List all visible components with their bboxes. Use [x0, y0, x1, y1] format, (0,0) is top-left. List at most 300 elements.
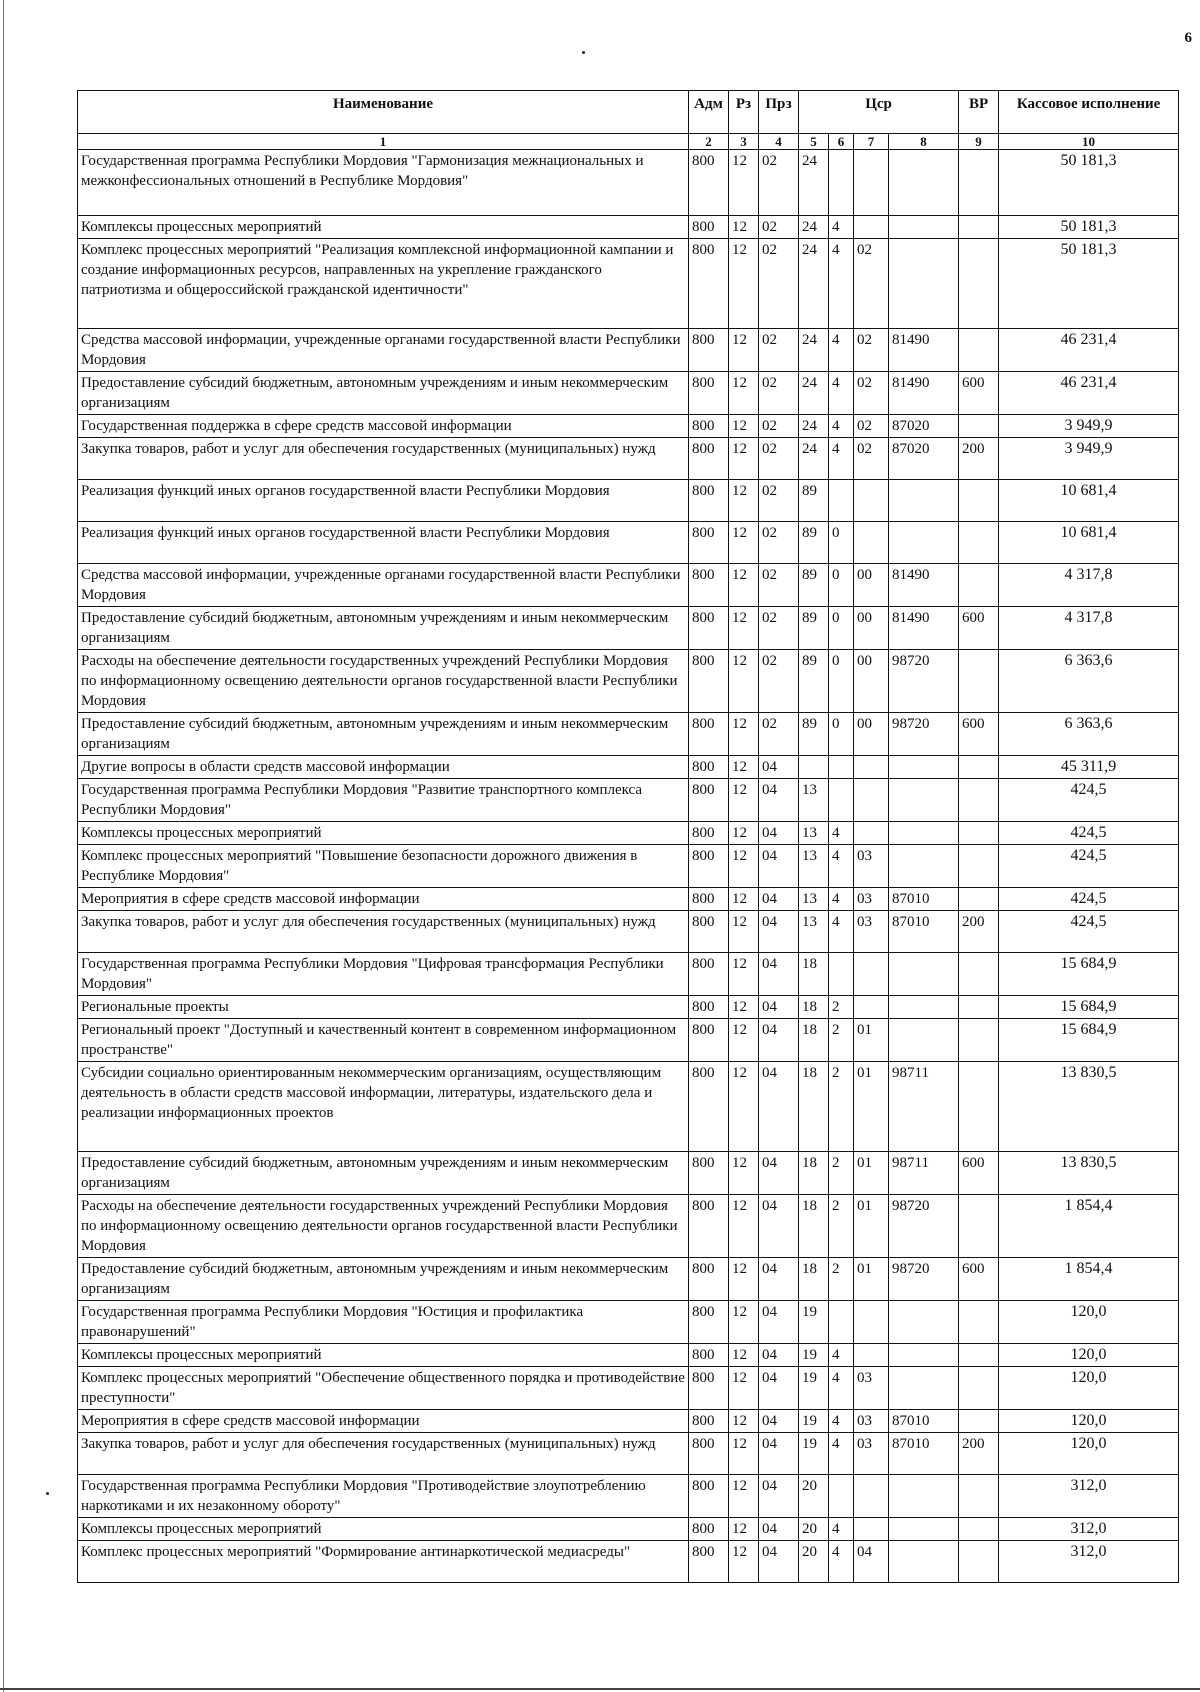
row-amount: 13 830,5	[999, 1152, 1179, 1195]
row-prz: 04	[759, 1195, 799, 1258]
row-prz: 04	[759, 953, 799, 996]
row-csr-program: 19	[799, 1344, 829, 1367]
table-row	[78, 239, 1179, 329]
row-adm: 800	[689, 779, 729, 822]
column-number: 10	[999, 134, 1179, 150]
row-name: Предоставление субсидий бюджетным, автономным учреждениям и иным некоммерческим организациям	[78, 607, 689, 650]
row-csr-direction	[889, 216, 959, 239]
row-amount: 312,0	[999, 1475, 1179, 1518]
column-number: 9	[959, 134, 999, 150]
row-csr-structural	[854, 1475, 889, 1518]
header-amount: Кассовое исполнение	[999, 91, 1179, 134]
row-prz: 04	[759, 1518, 799, 1541]
row-csr-structural: 03	[854, 888, 889, 911]
row-csr-direction	[889, 1301, 959, 1344]
row-adm: 800	[689, 438, 729, 480]
row-csr-program: 18	[799, 1019, 829, 1062]
row-csr-type: 2	[829, 1195, 854, 1258]
row-csr-structural: 02	[854, 329, 889, 372]
row-csr-program: 20	[799, 1518, 829, 1541]
row-csr-direction: 81490	[889, 607, 959, 650]
row-amount: 312,0	[999, 1541, 1179, 1583]
row-csr-direction: 87010	[889, 911, 959, 953]
row-csr-program: 13	[799, 779, 829, 822]
row-name: Комплекс процессных мероприятий "Повышение безопасности дорожного движения в Республике Мордовия"	[78, 845, 689, 888]
row-csr-program: 89	[799, 522, 829, 564]
row-rz: 12	[729, 150, 759, 216]
row-csr-type	[829, 480, 854, 522]
row-prz: 04	[759, 996, 799, 1019]
row-rz: 12	[729, 216, 759, 239]
row-vr	[959, 1062, 999, 1152]
row-prz: 02	[759, 480, 799, 522]
row-amount: 1 854,4	[999, 1258, 1179, 1301]
row-rz: 12	[729, 372, 759, 415]
row-amount: 120,0	[999, 1433, 1179, 1475]
row-rz: 12	[729, 822, 759, 845]
row-csr-structural: 00	[854, 607, 889, 650]
row-name: Расходы на обеспечение деятельности государственных учреждений Республики Мордовия по информационному освещению деятельности органов государственной власти Республики Мордовия	[78, 650, 689, 713]
row-rz: 12	[729, 564, 759, 607]
table-row	[78, 1518, 1179, 1541]
row-name: Комплексы процессных мероприятий	[78, 216, 689, 239]
row-rz: 12	[729, 329, 759, 372]
row-amount: 15 684,9	[999, 1019, 1179, 1062]
row-prz: 02	[759, 564, 799, 607]
row-prz: 04	[759, 1344, 799, 1367]
row-adm: 800	[689, 522, 729, 564]
row-vr	[959, 1301, 999, 1344]
row-csr-structural: 00	[854, 713, 889, 756]
row-amount: 424,5	[999, 779, 1179, 822]
row-name: Расходы на обеспечение деятельности государственных учреждений Республики Мордовия по информационному освещению деятельности органов государственной власти Республики Мордовия	[78, 1195, 689, 1258]
row-csr-program: 19	[799, 1301, 829, 1344]
row-name: Государственная программа Республики Мордовия "Юстиция и профилактика правонарушений"	[78, 1301, 689, 1344]
row-prz: 04	[759, 1062, 799, 1152]
table-row	[78, 911, 1179, 953]
table-row	[78, 1344, 1179, 1367]
table-row	[78, 1475, 1179, 1518]
header-vr: ВР	[959, 91, 999, 134]
row-prz: 04	[759, 779, 799, 822]
table-row	[78, 845, 1179, 888]
row-csr-structural: 01	[854, 1152, 889, 1195]
row-vr	[959, 822, 999, 845]
row-csr-structural	[854, 996, 889, 1019]
row-csr-type: 4	[829, 329, 854, 372]
row-name: Предоставление субсидий бюджетным, автономным учреждениям и иным некоммерческим организациям	[78, 1258, 689, 1301]
table-row	[78, 1367, 1179, 1410]
row-adm: 800	[689, 911, 729, 953]
row-name: Государственная поддержка в сфере средств массовой информации	[78, 415, 689, 438]
row-name: Государственная программа Республики Мордовия "Развитие транспортного комплекса Республики Мордовия"	[78, 779, 689, 822]
table-row	[78, 372, 1179, 415]
row-csr-structural: 03	[854, 1367, 889, 1410]
row-csr-program: 24	[799, 329, 829, 372]
row-csr-type: 4	[829, 1367, 854, 1410]
row-csr-type: 4	[829, 822, 854, 845]
row-csr-program: 19	[799, 1367, 829, 1410]
row-prz: 02	[759, 329, 799, 372]
row-rz: 12	[729, 1301, 759, 1344]
row-csr-program: 19	[799, 1433, 829, 1475]
column-number: 6	[829, 134, 854, 150]
row-adm: 800	[689, 1301, 729, 1344]
row-amount: 6 363,6	[999, 650, 1179, 713]
row-csr-direction: 98720	[889, 1258, 959, 1301]
row-csr-program: 24	[799, 415, 829, 438]
row-amount: 3 949,9	[999, 415, 1179, 438]
row-amount: 10 681,4	[999, 522, 1179, 564]
row-csr-type: 0	[829, 522, 854, 564]
header-row	[78, 91, 1179, 134]
row-csr-type: 4	[829, 1541, 854, 1583]
row-csr-type: 4	[829, 845, 854, 888]
table-row	[78, 713, 1179, 756]
row-prz: 04	[759, 1301, 799, 1344]
table-row	[78, 953, 1179, 996]
row-csr-structural	[854, 216, 889, 239]
row-csr-program: 89	[799, 650, 829, 713]
row-csr-direction	[889, 822, 959, 845]
row-rz: 12	[729, 650, 759, 713]
row-csr-type	[829, 953, 854, 996]
row-adm: 800	[689, 1475, 729, 1518]
column-number: 8	[889, 134, 959, 150]
row-prz: 02	[759, 607, 799, 650]
table-row	[78, 522, 1179, 564]
row-vr	[959, 239, 999, 329]
row-csr-direction	[889, 1541, 959, 1583]
row-csr-direction: 98711	[889, 1062, 959, 1152]
row-name: Комплекс процессных мероприятий "Обеспечение общественного порядка и противодействие преступности"	[78, 1367, 689, 1410]
row-amount: 46 231,4	[999, 372, 1179, 415]
row-vr	[959, 216, 999, 239]
row-csr-structural	[854, 522, 889, 564]
row-csr-type	[829, 779, 854, 822]
row-vr	[959, 329, 999, 372]
row-adm: 800	[689, 953, 729, 996]
row-vr	[959, 1019, 999, 1062]
row-csr-direction: 87020	[889, 415, 959, 438]
row-vr	[959, 888, 999, 911]
row-vr	[959, 845, 999, 888]
row-csr-type: 0	[829, 713, 854, 756]
row-adm: 800	[689, 372, 729, 415]
row-prz: 04	[759, 756, 799, 779]
row-vr	[959, 779, 999, 822]
row-csr-program: 13	[799, 888, 829, 911]
row-vr	[959, 996, 999, 1019]
table-row	[78, 756, 1179, 779]
row-csr-program: 24	[799, 438, 829, 480]
row-csr-direction	[889, 1019, 959, 1062]
row-vr	[959, 522, 999, 564]
row-vr: 600	[959, 372, 999, 415]
table-row	[78, 1195, 1179, 1258]
row-csr-direction: 87020	[889, 438, 959, 480]
row-rz: 12	[729, 1258, 759, 1301]
row-name: Мероприятия в сфере средств массовой информации	[78, 888, 689, 911]
row-amount: 120,0	[999, 1344, 1179, 1367]
row-vr	[959, 415, 999, 438]
row-csr-type	[829, 1475, 854, 1518]
row-name: Предоставление субсидий бюджетным, автономным учреждениям и иным некоммерческим организациям	[78, 1152, 689, 1195]
row-adm: 800	[689, 216, 729, 239]
row-rz: 12	[729, 480, 759, 522]
row-csr-program: 24	[799, 216, 829, 239]
row-rz: 12	[729, 713, 759, 756]
column-number: 7	[854, 134, 889, 150]
table-row	[78, 1301, 1179, 1344]
row-name: Средства массовой информации, учрежденные органами государственной власти Республики Мордовия	[78, 564, 689, 607]
row-adm: 800	[689, 845, 729, 888]
row-prz: 04	[759, 822, 799, 845]
column-number: 5	[799, 134, 829, 150]
row-csr-structural: 02	[854, 415, 889, 438]
row-rz: 12	[729, 1152, 759, 1195]
row-name: Закупка товаров, работ и услуг для обеспечения государственных (муниципальных) нужд	[78, 911, 689, 953]
row-csr-program: 89	[799, 564, 829, 607]
row-csr-type: 2	[829, 1019, 854, 1062]
row-amount: 6 363,6	[999, 713, 1179, 756]
row-csr-structural: 03	[854, 911, 889, 953]
row-rz: 12	[729, 522, 759, 564]
row-adm: 800	[689, 1019, 729, 1062]
header-adm: Адм	[689, 91, 729, 134]
row-rz: 12	[729, 1433, 759, 1475]
row-prz: 02	[759, 522, 799, 564]
row-csr-structural: 03	[854, 1433, 889, 1475]
row-csr-type: 4	[829, 216, 854, 239]
row-csr-structural	[854, 1301, 889, 1344]
row-name: Средства массовой информации, учрежденные органами государственной власти Республики Мордовия	[78, 329, 689, 372]
row-vr: 200	[959, 911, 999, 953]
row-csr-type: 4	[829, 911, 854, 953]
row-prz: 04	[759, 1367, 799, 1410]
table-row	[78, 888, 1179, 911]
row-vr: 600	[959, 1258, 999, 1301]
row-name: Государственная программа Республики Мордовия "Противодействие злоупотреблению наркотиками и их незаконному обороту"	[78, 1475, 689, 1518]
row-amount: 4 317,8	[999, 564, 1179, 607]
row-vr: 200	[959, 438, 999, 480]
row-rz: 12	[729, 845, 759, 888]
row-csr-program: 18	[799, 1152, 829, 1195]
row-name: Региональные проекты	[78, 996, 689, 1019]
row-amount: 15 684,9	[999, 996, 1179, 1019]
budget-table	[77, 90, 1179, 1583]
row-prz: 02	[759, 216, 799, 239]
row-csr-direction	[889, 1475, 959, 1518]
row-amount: 1 854,4	[999, 1195, 1179, 1258]
row-csr-structural: 01	[854, 1019, 889, 1062]
header-name: Наименование	[78, 91, 689, 134]
header-csr: Цср	[799, 91, 959, 134]
row-rz: 12	[729, 953, 759, 996]
row-amount: 10 681,4	[999, 480, 1179, 522]
row-csr-direction	[889, 779, 959, 822]
column-number: 1	[78, 134, 689, 150]
row-name: Региональный проект "Доступный и качественный контент в современном информационном пространстве"	[78, 1019, 689, 1062]
row-vr	[959, 650, 999, 713]
row-csr-type	[829, 150, 854, 216]
row-name: Комплексы процессных мероприятий	[78, 1344, 689, 1367]
table-row	[78, 650, 1179, 713]
row-csr-direction	[889, 522, 959, 564]
row-rz: 12	[729, 1541, 759, 1583]
row-csr-direction	[889, 756, 959, 779]
row-csr-direction	[889, 1344, 959, 1367]
row-name: Другие вопросы в области средств массовой информации	[78, 756, 689, 779]
row-rz: 12	[729, 911, 759, 953]
table-row	[78, 1019, 1179, 1062]
row-csr-direction: 81490	[889, 329, 959, 372]
row-vr	[959, 1410, 999, 1433]
table-row	[78, 1258, 1179, 1301]
row-csr-direction	[889, 953, 959, 996]
row-csr-program: 18	[799, 953, 829, 996]
row-csr-type	[829, 756, 854, 779]
row-vr: 600	[959, 1152, 999, 1195]
row-rz: 12	[729, 1344, 759, 1367]
row-csr-program: 24	[799, 150, 829, 216]
row-csr-program: 13	[799, 911, 829, 953]
row-name: Комплекс процессных мероприятий "Реализация комплексной информационной кампании и создание информационных ресурсов, направленных на укрепление гражданского патриотизма и общероссийской гражданской идентичности"	[78, 239, 689, 329]
row-csr-structural	[854, 1518, 889, 1541]
row-vr	[959, 1475, 999, 1518]
row-csr-direction	[889, 1367, 959, 1410]
row-adm: 800	[689, 329, 729, 372]
row-adm: 800	[689, 1410, 729, 1433]
table-row	[78, 822, 1179, 845]
row-csr-program: 13	[799, 822, 829, 845]
row-adm: 800	[689, 756, 729, 779]
table-row	[78, 607, 1179, 650]
scan-left-edge	[3, 0, 4, 1692]
row-csr-type: 4	[829, 438, 854, 480]
row-csr-type: 4	[829, 1410, 854, 1433]
row-name: Реализация функций иных органов государственной власти Республики Мордовия	[78, 522, 689, 564]
row-csr-structural	[854, 779, 889, 822]
row-amount: 46 231,4	[999, 329, 1179, 372]
row-prz: 02	[759, 650, 799, 713]
row-prz: 02	[759, 150, 799, 216]
row-prz: 04	[759, 1019, 799, 1062]
row-name: Государственная программа Республики Мордовия "Цифровая трансформация Республики Мордовия"	[78, 953, 689, 996]
row-csr-structural	[854, 822, 889, 845]
row-csr-structural: 02	[854, 438, 889, 480]
table-row	[78, 779, 1179, 822]
row-prz: 02	[759, 239, 799, 329]
row-name: Комплексы процессных мероприятий	[78, 822, 689, 845]
row-prz: 04	[759, 911, 799, 953]
row-amount: 424,5	[999, 888, 1179, 911]
row-csr-structural: 03	[854, 1410, 889, 1433]
row-csr-direction: 87010	[889, 1410, 959, 1433]
row-rz: 12	[729, 607, 759, 650]
row-adm: 800	[689, 1541, 729, 1583]
table-row	[78, 1062, 1179, 1152]
row-adm: 800	[689, 996, 729, 1019]
row-name: Субсидии социально ориентированным некоммерческим организациям, осуществляющим деятельность в области средств массовой информации, литературы, издательского дела и реализации информационных проектов	[78, 1062, 689, 1152]
row-rz: 12	[729, 438, 759, 480]
row-csr-direction	[889, 480, 959, 522]
table-row	[78, 564, 1179, 607]
row-vr	[959, 480, 999, 522]
row-csr-type: 4	[829, 888, 854, 911]
row-csr-program: 89	[799, 480, 829, 522]
row-csr-type: 4	[829, 372, 854, 415]
row-csr-type: 2	[829, 1152, 854, 1195]
row-csr-program: 18	[799, 1258, 829, 1301]
row-name: Предоставление субсидий бюджетным, автономным учреждениям и иным некоммерческим организациям	[78, 713, 689, 756]
row-adm: 800	[689, 713, 729, 756]
row-name: Комплексы процессных мероприятий	[78, 1518, 689, 1541]
row-csr-direction	[889, 845, 959, 888]
column-number: 3	[729, 134, 759, 150]
column-number: 2	[689, 134, 729, 150]
row-name: Закупка товаров, работ и услуг для обеспечения государственных (муниципальных) нужд	[78, 1433, 689, 1475]
row-prz: 02	[759, 415, 799, 438]
row-adm: 800	[689, 1152, 729, 1195]
row-vr	[959, 953, 999, 996]
row-name: Закупка товаров, работ и услуг для обеспечения государственных (муниципальных) нужд	[78, 438, 689, 480]
row-csr-direction: 98720	[889, 650, 959, 713]
column-number-row	[78, 134, 1179, 150]
row-adm: 800	[689, 1433, 729, 1475]
row-adm: 800	[689, 1195, 729, 1258]
row-csr-program: 19	[799, 1410, 829, 1433]
row-csr-direction	[889, 1518, 959, 1541]
row-adm: 800	[689, 239, 729, 329]
row-adm: 800	[689, 150, 729, 216]
row-csr-structural	[854, 1344, 889, 1367]
row-rz: 12	[729, 239, 759, 329]
row-csr-structural: 01	[854, 1062, 889, 1152]
row-amount: 15 684,9	[999, 953, 1179, 996]
row-prz: 04	[759, 1410, 799, 1433]
row-amount: 312,0	[999, 1518, 1179, 1541]
row-csr-type: 4	[829, 239, 854, 329]
row-adm: 800	[689, 480, 729, 522]
table-row	[78, 216, 1179, 239]
row-amount: 50 181,3	[999, 150, 1179, 216]
row-name: Мероприятия в сфере средств массовой информации	[78, 1410, 689, 1433]
row-rz: 12	[729, 1062, 759, 1152]
row-vr: 600	[959, 607, 999, 650]
row-vr	[959, 150, 999, 216]
row-csr-structural	[854, 480, 889, 522]
row-amount: 120,0	[999, 1367, 1179, 1410]
row-csr-direction	[889, 239, 959, 329]
row-csr-type: 4	[829, 415, 854, 438]
row-prz: 04	[759, 1433, 799, 1475]
row-amount: 4 317,8	[999, 607, 1179, 650]
table-row	[78, 480, 1179, 522]
row-csr-type: 2	[829, 1258, 854, 1301]
page-number: 6	[1184, 30, 1192, 46]
row-vr	[959, 1541, 999, 1583]
row-csr-program: 89	[799, 713, 829, 756]
row-prz: 04	[759, 1541, 799, 1583]
row-csr-type: 4	[829, 1344, 854, 1367]
row-vr	[959, 1367, 999, 1410]
row-csr-direction: 87010	[889, 1433, 959, 1475]
row-amount: 424,5	[999, 911, 1179, 953]
header-prz: Прз	[759, 91, 799, 134]
row-vr	[959, 1195, 999, 1258]
table-header	[78, 91, 1179, 150]
